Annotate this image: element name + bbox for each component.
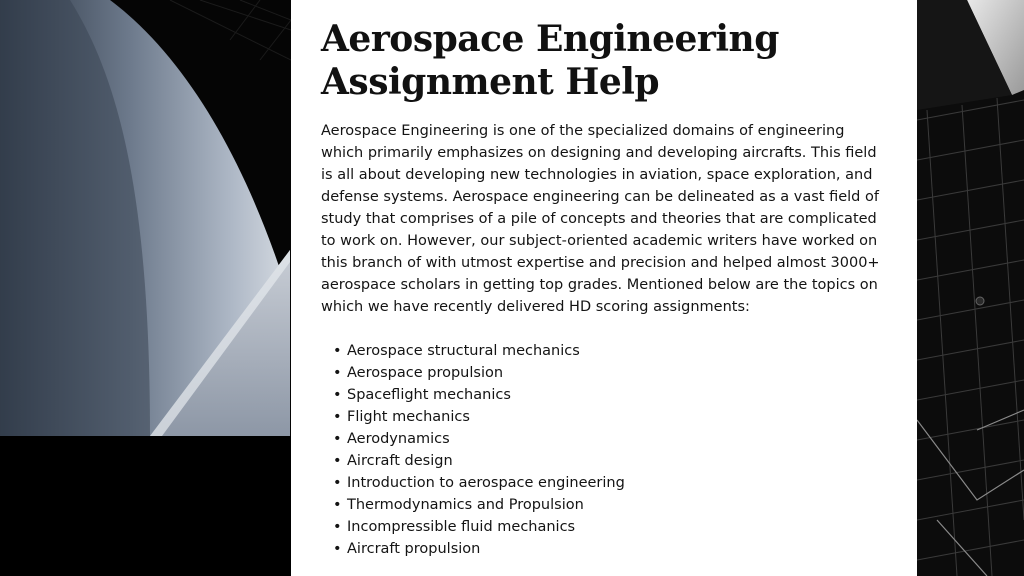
tiled-facade-image <box>917 0 1024 576</box>
topic-item: • Aerospace propulsion <box>333 362 833 384</box>
right-building-photo <box>917 0 1024 576</box>
topic-item: • Thermodynamics and Propulsion <box>333 494 833 516</box>
topic-item: • Spaceflight mechanics <box>333 384 833 406</box>
page-title <box>321 18 901 104</box>
topics-list <box>333 340 833 560</box>
topic-item: • Aerospace structural mechanics <box>333 340 833 362</box>
topic-item: • Introduction to aerospace engineering <box>333 472 833 494</box>
left-architecture-photo <box>0 0 291 576</box>
topic-item: • Aircraft propulsion <box>333 538 833 560</box>
topic-item: • Incompressible fluid mechanics <box>333 516 833 538</box>
topic-item: • Aircraft design <box>333 450 833 472</box>
intro-paragraph: Aerospace Engineering is one of the specialized domains of engineering which primarily emphasizes on designing and developing aircrafts. This field is all about developing new technologies in aviation, space exploration, and defense systems. Aerospace engineering can be delineated as a vast field of study that comprises of a pile of concepts and theories that are complicated to work on. However, our subject-oriented academic writers have worked on this branch of with utmost expertise and precision and helped almost 3000+ aerospace scholars in getting top grades. Mentioned below are the topics on which we have recently delivered HD scoring assignments: <box>321 123 880 315</box>
title-line-2: Assignment Help <box>321 61 660 103</box>
topic-item: • Aerodynamics <box>333 428 833 450</box>
curved-architecture-image <box>0 0 291 576</box>
title-line-1: Aerospace Engineering <box>321 18 779 60</box>
topic-item: • Flight mechanics <box>333 406 833 428</box>
content-card <box>291 0 917 576</box>
